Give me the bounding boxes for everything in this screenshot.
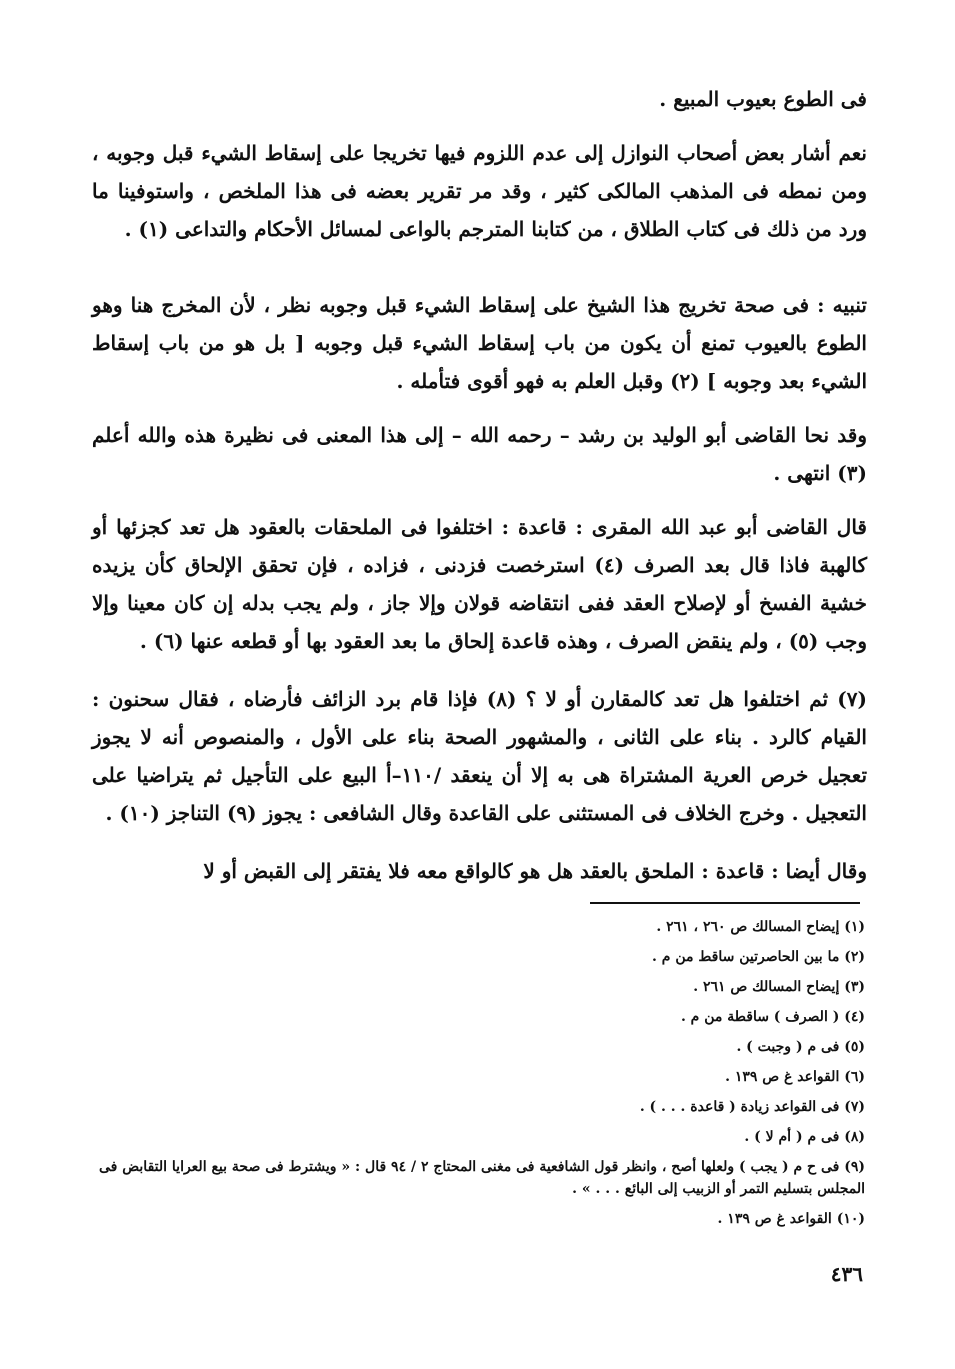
footnote-item: (٣) إيضاح المسالك ص ٢٦١ . xyxy=(693,979,865,995)
footnotes-list xyxy=(85,912,865,1234)
footnote-item: (١) إيضاح المسالك ص ٢٦٠ ، ٢٦١ . xyxy=(656,919,865,935)
paragraph-7: وقال أيضا : قاعدة : الملحق بالعقد هل هو كالواقع معه فلا يفتقر إلى القبض أو لا xyxy=(203,859,867,883)
paragraph-2: نعم أشار بعض أصحاب النوازل إلى عدم اللزوم فيها تخريجا على إسقاط الشيء قبل وجوبه ، ومن نمطه فى المذهب المالكى كثير ، وقد مر تقرير بعضه فى هذا الملخص ، واستوفينا ما ورد من ذلك فى كتاب الطلاق ، من كتابنا المترجم بالواعى لمسائل الأحكام والتداعى (١) . xyxy=(92,141,867,241)
paragraph-3: تنبيه : فى صحة تخريج هذا الشيخ على إسقاط الشيء قبل وجوبه نظر ، لأن المخرج هنا وهو الطوع بالعيوب تمنع أن يكون من باب إسقاط الشيء قبل وجوبه [ بل هو من باب إسقاط الشيء بعد وجوبه ] (٢) وقبل العلم به فهو أقوى فتأمله . xyxy=(92,293,867,393)
footnote-item: (٨) فى م ( أم لا ) . xyxy=(744,1129,865,1145)
footnote-item: (٥) فى م ( وجبت ) . xyxy=(736,1039,865,1055)
footnote-item: (٦) القواعد غ ص ١٣٩ . xyxy=(725,1069,865,1085)
paragraph-5: قال القاضى أبو عبد الله المقرى : قاعدة : اختلفوا فى الملحقات بالعقود هل تعد كجزئها أو كالهبة فاذا قال بعد الصرف (٤) استرخصت فزدنى ، فزاده ، فإن تحقق الإلحاق كأن يزيده خشية الفسخ أو لإصلاح العقد ففى انتقاضه قولان وإلا جاز ، ولم يجب بدله إن كان معينا وإلا وجب (٥) ، ولم ينقض الصرف ، وهذه قاعدة إلحاق ما بعد العقود بها أو قطعه عنها (٦) . xyxy=(92,515,867,653)
paragraph-1: فى الطوع بعيوب المبيع . xyxy=(659,87,867,111)
footnote-item: (١٠) القواعد غ ص ١٣٩ . xyxy=(717,1211,865,1227)
footnote-item: (٧) فى القواعد زيادة ( قاعدة . . . ) . xyxy=(639,1099,865,1115)
paragraph-4: وقد نحا القاضى أبو الوليد بن رشد – رحمه الله – إلى هذا المعنى فى نظيرة هذه والله أعلم (٣) انتهى . xyxy=(92,423,867,485)
footnote-separator xyxy=(590,902,860,904)
footnote-item: (٤) ( الصرف ) ساقطة من م . xyxy=(680,1009,865,1025)
footnote-item: (٢) ما بين الحاصرتين ساقط من م . xyxy=(652,949,865,965)
page-number: ٤٣٦ xyxy=(830,1262,863,1286)
footnote-item: (٩) فى ح م ( يجب ) ولعلها أصح ، وانظر قول الشافعية فى مغنى المحتاج ٢ / ٩٤ قال : « ويشترط فى صحة بيع العرايا التقابض فى المجلس بتسليم التمر أو الزبيب إلى البائع . . . » . xyxy=(99,1159,865,1197)
paragraph-6: (٧) ثم اختلفوا هل تعد كالمقارن أو لا ؟ (٨) فإذا قام برد الزائف فأرضاه ، فقال سحنون : القيام كالرد . بناء على الثانى ، والمشهور الصحة بناء على الأول ، والمنصوص أنه لا يجوز تعجيل خرص العرية المشتراة هى به إلا أن ينعقد /١١٠–أ البيع على التأجيل ثم يتراضيا على التعجيل . وخرج الخلاف فى المستثنى على القاعدة وقال الشافعى : يجوز (٩) التناجز (١٠) . xyxy=(92,687,868,825)
